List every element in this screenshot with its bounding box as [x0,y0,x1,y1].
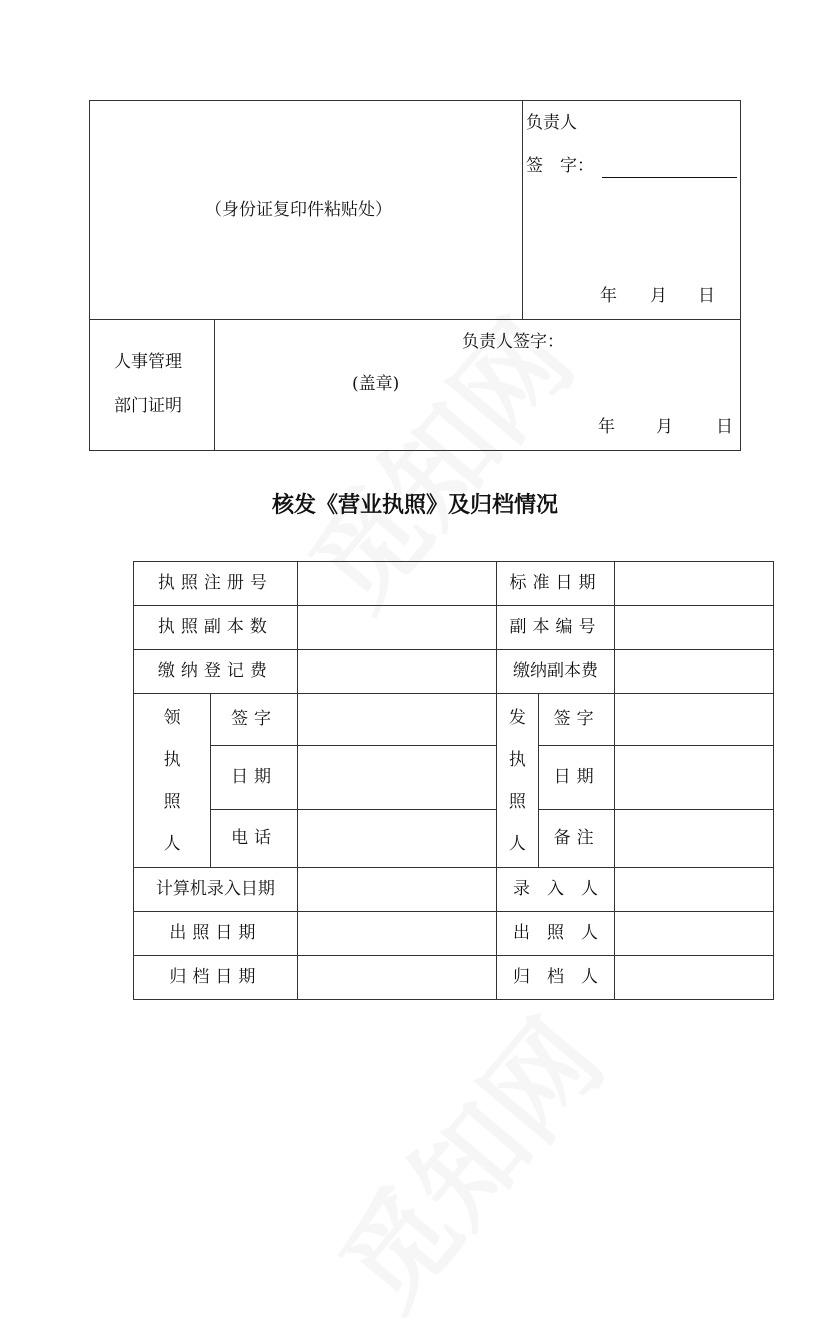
hr-date-year: 年 [598,417,615,437]
hr-responsible-signature: 负责人签字： [462,332,564,352]
table-row [134,810,774,868]
issue-date-label: 出照日期 [134,912,298,956]
issuer-label [496,694,538,868]
copy-fee-field[interactable] [615,650,774,694]
issuer-remark-label: 备注 [538,810,614,868]
standard-date-field[interactable] [615,562,774,606]
issue-date-field[interactable] [297,912,496,956]
issuer-char: 发 [508,707,526,728]
copy-count-field[interactable] [297,606,496,650]
archive-person-field[interactable] [615,956,774,1000]
archive-person-label: 归 档 人 [496,956,615,1000]
reg-fee-field[interactable] [297,650,496,694]
issuer-char: 执 [508,749,526,770]
receiver-label [134,694,211,868]
copy-count-label: 执照副本数 [134,606,298,650]
date-month: 月 [650,286,667,306]
computer-entry-date-field[interactable] [297,868,496,912]
receiver-sign-label: 签字 [211,694,298,746]
license-table [133,561,774,1000]
receiver-char: 领 [163,707,181,728]
responsible-person-label: 负责人 [526,113,577,133]
receiver-phone-label: 电话 [211,810,298,868]
seal-label: (盖章) [352,374,400,394]
date-year: 年 [600,286,617,306]
license-section-title: 核发《营业执照》及归档情况 [271,493,558,518]
copy-fee-label: 缴纳副本费 [496,650,615,694]
issuer-sign-field[interactable] [615,694,774,746]
receiver-char: 执 [163,749,181,770]
entry-person-label: 录 入 人 [496,868,615,912]
standard-date-label: 标准日期 [496,562,615,606]
table-row [134,606,774,650]
receiver-char: 照 [163,791,181,812]
hr-date-month: 月 [656,417,673,437]
reg-fee-label: 缴纳登记费 [134,650,298,694]
receiver-char: 人 [163,833,181,854]
issuer-char: 人 [508,833,526,854]
receiver-date-label: 日期 [211,746,298,810]
table-row [134,694,774,746]
table-row [134,912,774,956]
hr-label-line2: 部门证明 [114,396,182,416]
table-row [134,562,774,606]
signature-label: 签 字： [526,156,594,176]
issuer-date-label: 日期 [538,746,614,810]
table-row [134,746,774,810]
archive-date-label: 归档日期 [134,956,298,1000]
table-row [134,650,774,694]
issuer-char: 照 [508,791,526,812]
copy-number-label: 副本编号 [496,606,615,650]
id-paste-label: （身份证复印件粘贴处） [205,200,392,220]
issue-person-label: 出 照 人 [496,912,615,956]
copy-number-field[interactable] [615,606,774,650]
receiver-phone-field[interactable] [297,810,496,868]
watermark [298,982,631,1336]
issuer-date-field[interactable] [615,746,774,810]
signature-line [602,177,737,178]
issuer-remark-field[interactable] [615,810,774,868]
hr-date-day: 日 [716,417,733,437]
issuer-sign-label: 签字 [538,694,614,746]
table-row [134,868,774,912]
receiver-sign-field[interactable] [297,694,496,746]
date-day: 日 [698,286,715,306]
table-row [134,956,774,1000]
entry-person-field[interactable] [615,868,774,912]
reg-no-label: 执照注册号 [134,562,298,606]
hr-label-line1: 人事管理 [114,352,182,372]
computer-entry-date-label: 计算机录入日期 [134,868,298,912]
receiver-date-field[interactable] [297,746,496,810]
archive-date-field[interactable] [297,956,496,1000]
reg-no-field[interactable] [297,562,496,606]
issue-person-field[interactable] [615,912,774,956]
